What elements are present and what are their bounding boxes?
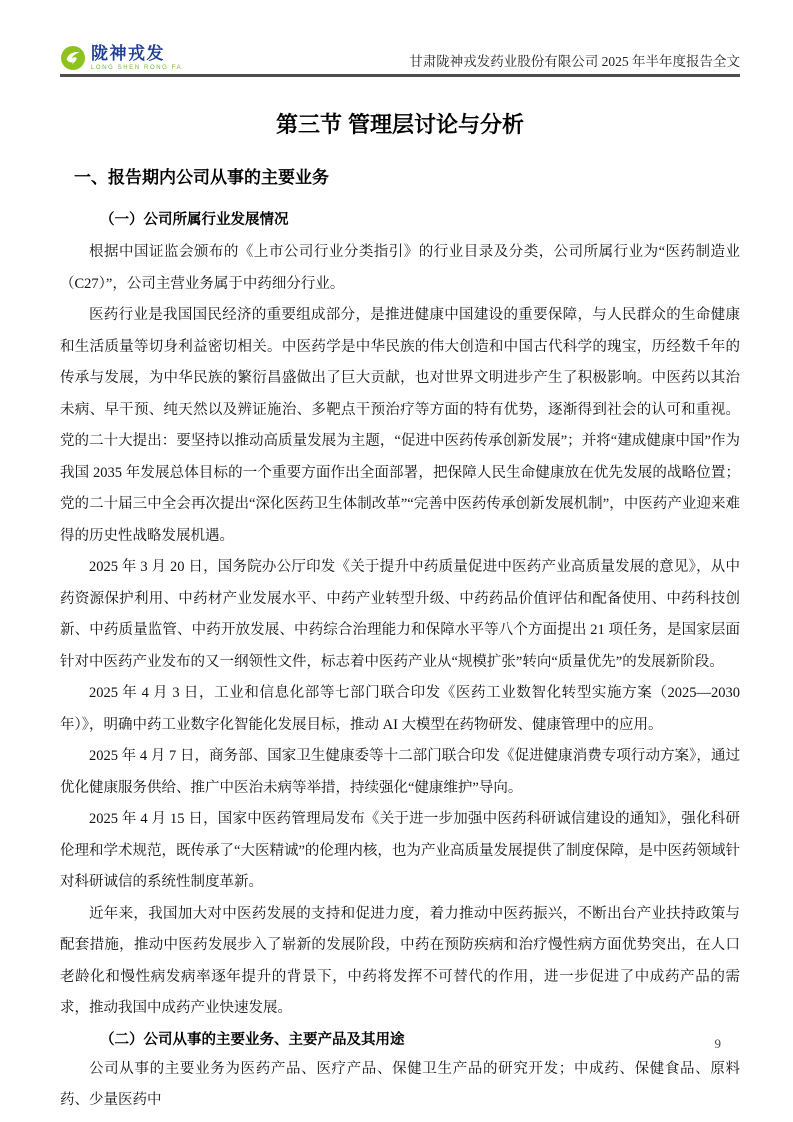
paragraph: 2025 年 4 月 7 日，商务部、国家卫生健康委等十二部门联合印发《促进健康消费专项行动方案》，通过优化健康服务供给、推广中医治未病等举措，持续强化“健康维护”导向。 [60, 748, 740, 796]
brand-name-cn: 陇神戎发 [91, 44, 165, 63]
bird-logo-icon [60, 45, 86, 71]
paragraph: 2025 年 4 月 3 日，工业和信息化部等七部门联合印发《医药工业数智化转型实施方案（2025—2030 年）》，明确中药工业数字化智能化发展目标，推动 AI 大模型在药物研发、健康管理中的应用。 [60, 685, 740, 733]
brand-text [91, 45, 182, 71]
page-header [60, 0, 740, 77]
paragraph: 近年来，我国加大对中医药发展的支持和促进力度，着力推动中医药振兴，不断出台产业扶持政策与配套措施，推动中医药发展步入了崭新的发展阶段，中药在预防疾病和治疗慢性病方面优势突出，在人口老龄化和慢性病发病率逐年提升的背景下，中药将发挥不可替代的作用，进一步促进了中成药产品的需求，推动我国中成药产业快速发展。 [60, 905, 740, 1016]
brand-name-en: LONG SHEN RONG FA [91, 65, 183, 71]
chapter-title: 第三节 管理层讨论与分析 [275, 112, 525, 137]
paragraph: 2025 年 4 月 15 日，国家中医药管理局发布《关于进一步加强中医药科研诚信建设的通知》，强化科研伦理和学术规范，既传承了“大医精诚”的伦理内核，也为产业高质量发展提供了制度保障，是中医药领域针对科研诚信的系统性制度革新。 [60, 811, 740, 890]
paragraph: 2025 年 3 月 20 日，国务院办公厅印发《关于提升中药质量促进中医药产业高质量发展的意见》，从中药资源保护利用、中药材产业发展水平、中药产业转型升级、中药药品价值评估和配备使用、中药科技创新、中药质量监管、中药开放发展、中药综合治理能力和保障水平等八个方面提出 21 项任务，是国家层面针对中医药产业发布的又一纲领性文件，标志着中医药产业从“规模扩张”转向“质量优先”的发展新阶段。 [60, 559, 740, 670]
section-heading-1: 一、报告期内公司从事的主要业务 [74, 168, 329, 187]
sub-heading-2: （二）公司从事的主要业务、主要产品及其用途 [100, 1031, 405, 1048]
company-logo [60, 45, 182, 71]
paragraph: 根据中国证监会颁布的《上市公司行业分类指引》的行业目录及分类，公司所属行业为“医药制造业（C27）”，公司主营业务属于中药细分行业。 [60, 244, 740, 292]
document-body [60, 77, 740, 1117]
paragraph: 医药行业是我国国民经济的重要组成部分，是推进健康中国建设的重要保障，与人民群众的生命健康和生活质量等切身利益密切相关。中医药学是中华民族的伟大创造和中国古代科学的瑰宝，历经数千年的传承与发展，为中华民族的繁衍昌盛做出了巨大贡献，也对世界文明进步产生了积极影响。中医药以其治未病、早干预、纯天然以及辨证施治、多靶点干预治疗等方面的特有优势，逐渐得到社会的认可和重视。党的二十大提出：要坚持以推动高质量发展为主题，“促进中医药传承创新发展”；并将“建成健康中国”作为我国 2035 年发展总体目标的一个重要方面作出全面部署，把保障人民生命健康放在优先发展的战略位置；党的二十届三中全会再次提出“深化医药卫生体制改革”“完善中医药传承创新发展机制”，中医药产业迎来难得的历史性战略发展机遇。 [60, 307, 740, 544]
sub-heading-1: （一）公司所属行业发展情况 [100, 212, 289, 228]
paragraph: 公司从事的主要业务为医药产品、医疗产品、保健卫生产品的研究开发；中成药、保健食品、原料药、少量医药中 [60, 1060, 740, 1108]
running-head-doc-title: 甘肃陇神戎发药业股份有限公司 2025 年半年度报告全文 [409, 54, 740, 69]
page-number: 9 [714, 1036, 721, 1051]
